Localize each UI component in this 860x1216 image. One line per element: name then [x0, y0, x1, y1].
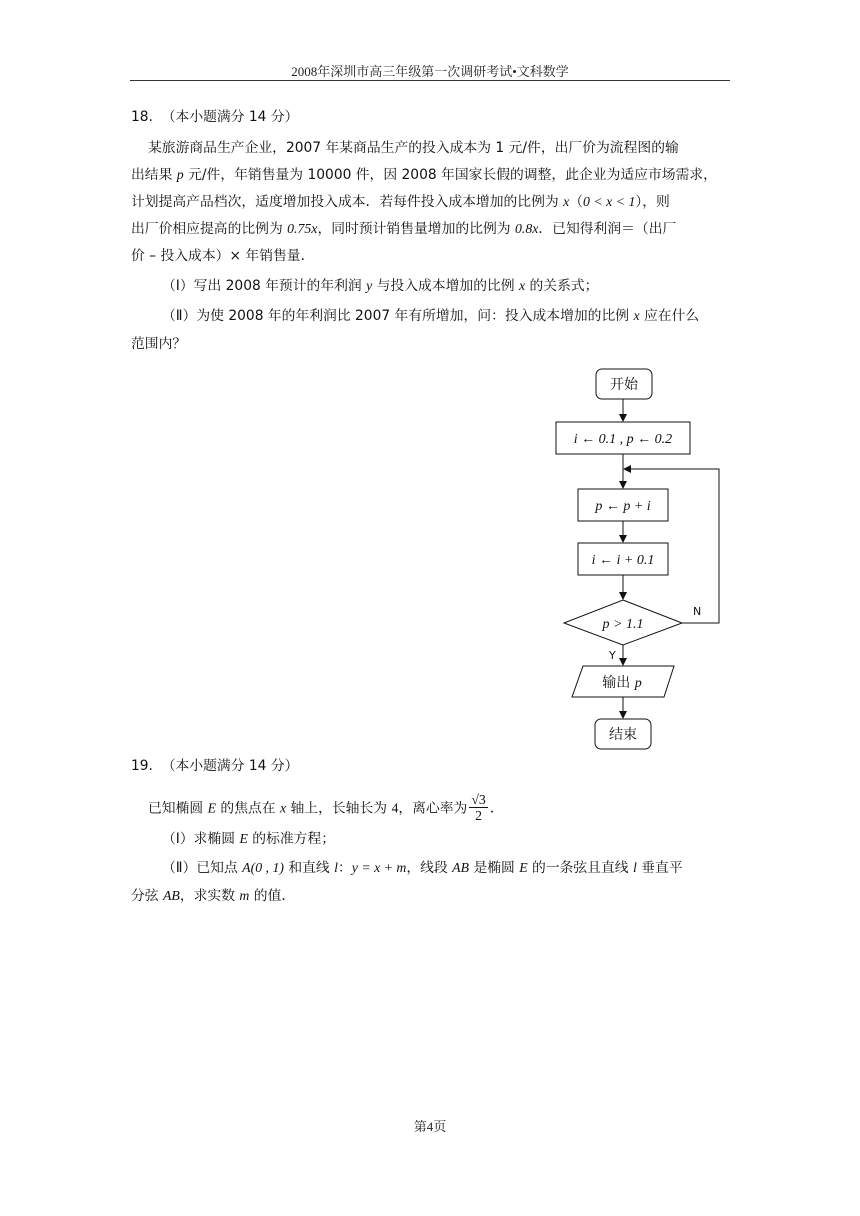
- var-p: p: [176, 167, 184, 182]
- var-x: x: [518, 278, 526, 293]
- q19-number: 19.: [131, 758, 153, 774]
- fraction-denominator: 2: [475, 808, 483, 823]
- q18-part2: （Ⅱ）为使 2008 年的年利润比 2007 年有所增加，问：投入成本增加的比例 x 应在什么: [162, 308, 700, 324]
- flowchart: [555, 368, 735, 753]
- loop-back-arrow: [624, 469, 719, 623]
- fraction-numerator: √3: [471, 792, 486, 807]
- q18-points: （本小题满分 14 分）: [161, 109, 299, 125]
- q18-line4: 出厂价相应提高的比例为 0.75x，同时预计销售量增加的比例为 0.8x．已知得利润＝（出厂: [131, 221, 677, 237]
- q19-points: （本小题满分 14 分）: [161, 758, 299, 774]
- q19-heading: [131, 756, 731, 776]
- q18-number: 18.: [131, 109, 153, 125]
- page-header: 2008年深圳市高三年级第一次调研考试•文科数学: [291, 64, 569, 79]
- step2-label: i ← i + 0.1: [591, 553, 655, 568]
- yes-label: Y: [609, 649, 616, 662]
- no-label: N: [693, 605, 702, 618]
- output-label: 输出 p: [602, 675, 642, 691]
- var-y: y: [366, 278, 373, 293]
- q18-part2-line2: 范围内？: [131, 336, 187, 352]
- header-rule: [130, 80, 730, 81]
- start-label: 开始: [610, 377, 638, 393]
- expr-08x: 0.8x: [514, 221, 539, 236]
- q18-line5: 价 – 投入成本）× 年销售量．: [131, 248, 315, 264]
- init-label: i ← 0.1 , p ← 0.2: [573, 432, 673, 447]
- condition-x: 0 < x < 1: [583, 194, 636, 209]
- expr-075x: 0.75x: [287, 221, 318, 236]
- q18-line1: 某旅游商品生产企业，2007 年某商品生产的投入成本为 1 元/件，出厂价为流程图的输: [148, 140, 679, 156]
- end-label: 结束: [609, 727, 637, 743]
- q19-part1: （Ⅰ）求椭圆 E 的标准方程；: [162, 831, 336, 847]
- step1-label: p ← p + i: [595, 499, 651, 514]
- condition-label: p > 1.1: [602, 617, 644, 632]
- var-x: x: [563, 194, 570, 209]
- q19-line1: 已知椭圆 E 的焦点在 x 轴上，长轴长为 4，离心率为 $\frac{√3}{2}$ ．: [148, 792, 504, 823]
- output-var: p: [634, 676, 642, 691]
- eccentricity-fraction: [469, 792, 487, 823]
- q18-part1: （Ⅰ）写出 2008 年预计的年利润 y 与投入成本增加的比例 x 的关系式；: [162, 278, 599, 294]
- q18-line3: 计划提高产品档次，适度增加投入成本．若每件投入成本增加的比例为 x（0 < x < 1），则: [131, 194, 670, 210]
- page-number: 第4页: [413, 1119, 447, 1134]
- q19-part2: （Ⅱ）已知点 A(0 , 1) 和直线 l：y = x + m，线段 AB 是椭圆 E 的一条弦且直线 l 垂直平: [162, 860, 683, 876]
- q18-heading: [131, 107, 731, 127]
- q19-part2-line2: 分弦 AB，求实数 m 的值．: [131, 888, 296, 904]
- var-x: x: [633, 308, 640, 323]
- q18-line2: 出结果 p 元/件，年销售量为 10000 件，因 2008 年国家长假的调整，此企业为适应市场需求，: [131, 167, 717, 183]
